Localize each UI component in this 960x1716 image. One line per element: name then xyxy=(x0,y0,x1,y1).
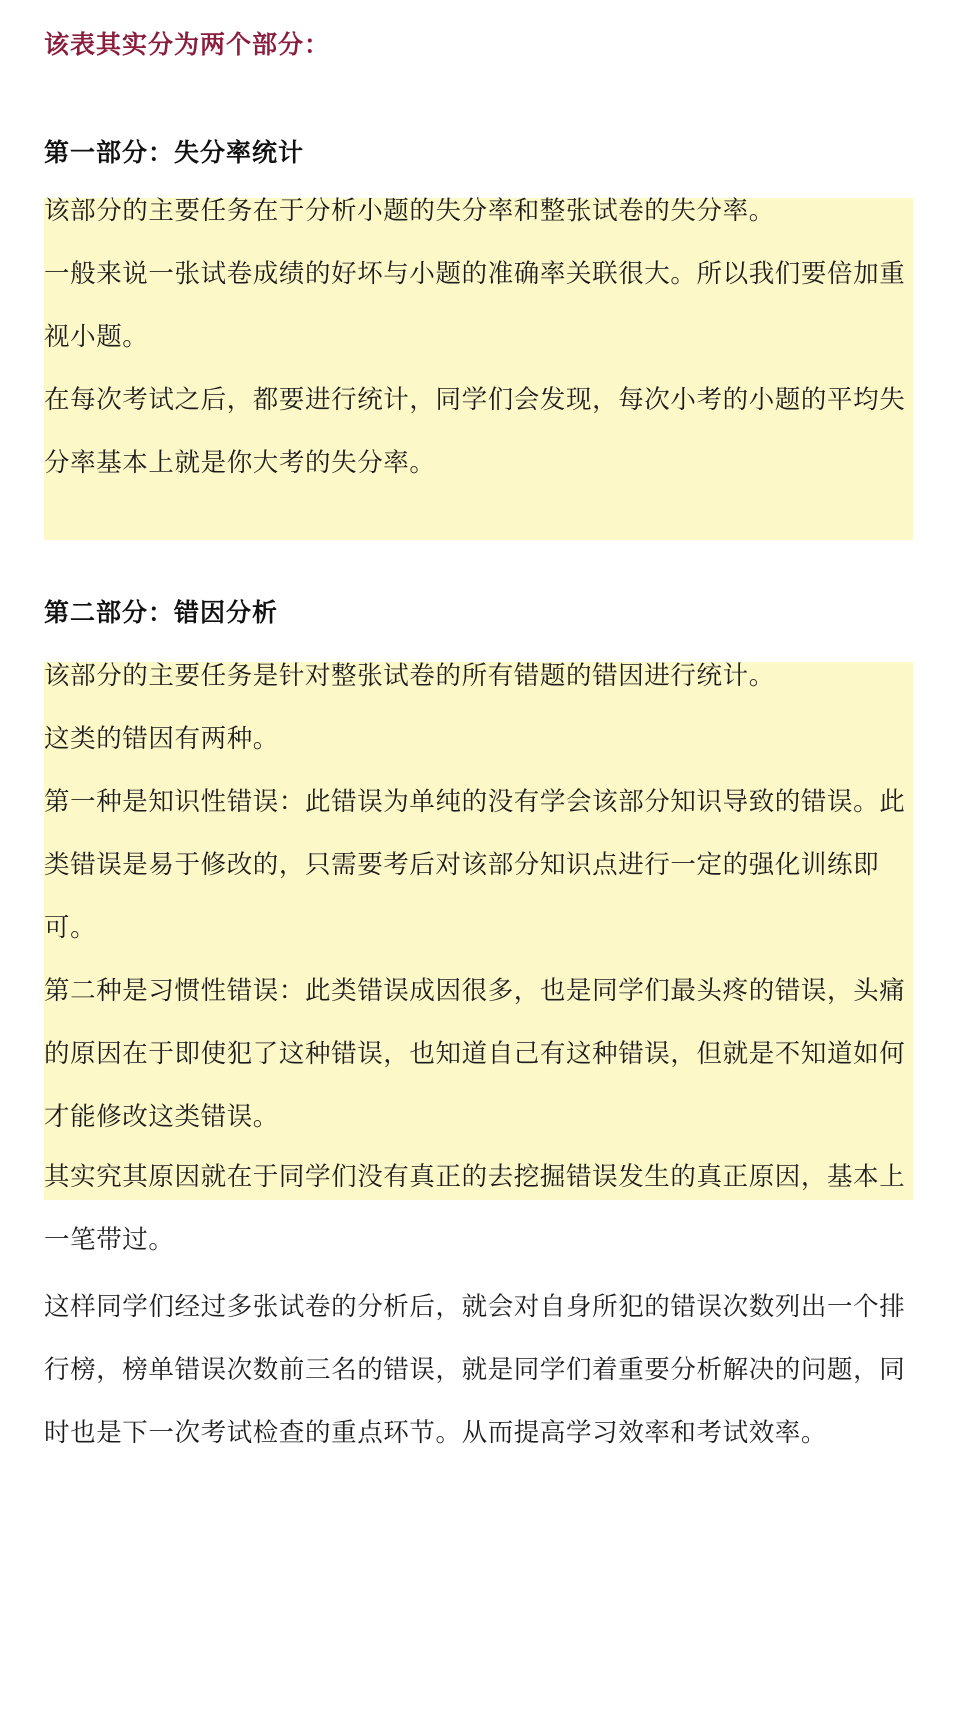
section1-heading: 第一部分：失分率统计 xyxy=(44,138,305,167)
article-title: 该表其实分为两个部分： xyxy=(44,30,331,59)
section2-paragraph: 第二种是习惯性错误：此类错误成因很多，也是同学们最头疼的错误，头痛的原因在于即使犯了这种错误，也知道自己有这种错误，但就是不知道如何才能修改这类错误。 xyxy=(44,976,906,1132)
conclusion-text: 其实究其原因就在于同学们没有真正的去挖掘错误发生的真正原因，基本上一笔带过。 xyxy=(44,1162,906,1255)
section2-body xyxy=(44,645,916,1149)
section2-heading: 第二部分：错因分析 xyxy=(44,598,279,627)
section2-paragraph: 第一种是知识性错误：此错误为单纯的没有学会该部分知识导致的错误。此类错误是易于修改的，只需要考后对该部分知识点进行一定的强化训练即可。 xyxy=(44,787,906,943)
section2-paragraph: 该部分的主要任务是针对整张试卷的所有错题的错因进行统计。 xyxy=(44,661,775,691)
section2-paragraph: 这类的错因有两种。 xyxy=(44,724,279,754)
section1-paragraph: 该部分的主要任务在于分析小题的失分率和整张试卷的失分率。 xyxy=(44,196,775,226)
conclusion-text: 这样同学们经过多张试卷的分析后，就会对自身所犯的错误次数列出一个排行榜，榜单错误次数前三名的错误，就是同学们着重要分析解决的问题，同时也是下一次考试检查的重点环节。从而提高学习效率和考试效率。 xyxy=(44,1292,906,1448)
section1-paragraph: 在每次考试之后，都要进行统计，同学们会发现，每次小考的小题的平均失分率基本上就是你大考的失分率。 xyxy=(44,385,906,478)
conclusion-paragraph-1 xyxy=(44,1146,916,1272)
conclusion-paragraph-2 xyxy=(44,1276,916,1465)
section1-body xyxy=(44,180,916,495)
section1-paragraph: 一般来说一张试卷成绩的好坏与小题的准确率关联很大。所以我们要倍加重视小题。 xyxy=(44,259,906,352)
